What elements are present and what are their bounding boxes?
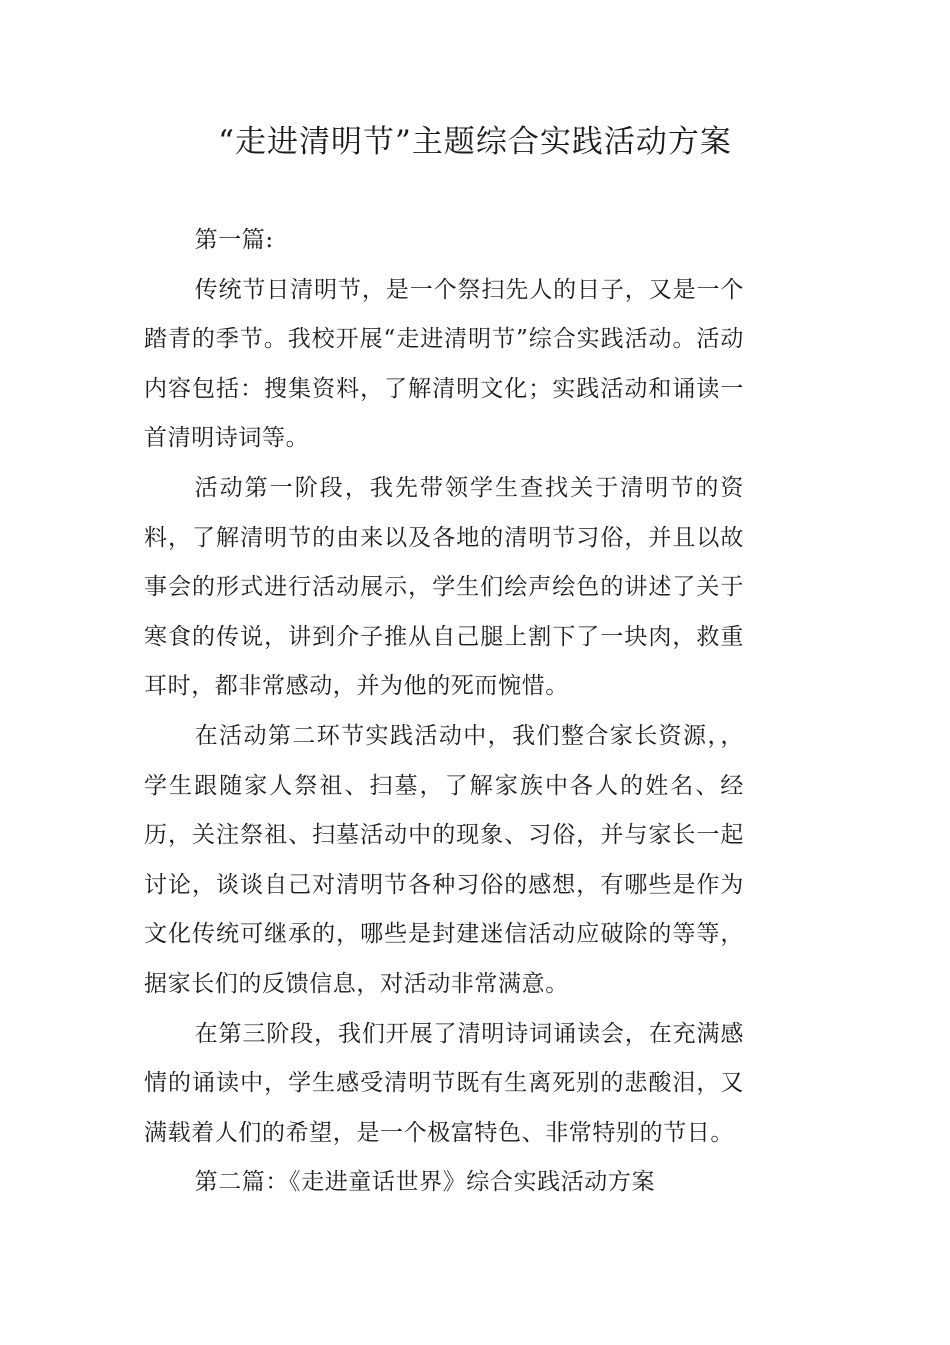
paragraph-intro: 传统节日清明节，是一个祭扫先人的日子，又是一个踏青的季节。我校开展“走进清明节”综合实践活动。活动内容包括：搜集资料，了解清明文化；实践活动和诵读一首清明诗词等。 (144, 276, 744, 452)
paragraph-stage-three: 在第三阶段，我们开展了清明诗词诵读会，在充满感情的诵读中，学生感受清明节既有生离死别的悲酸泪，又满载着人们的希望，是一个极富特色、非常特别的节日。 (144, 1020, 744, 1146)
document-title: “走进清明节”主题综合实践活动方案 (218, 124, 732, 160)
document-body (144, 216, 744, 1208)
paragraph-stage-one: 活动第一阶段，我先带领学生查找关于清明节的资料，了解清明节的由来以及各地的清明节习俗，并且以故事会的形式进行活动展示，学生们绘声绘色的讲述了关于寒食的传说，讲到介子推从自己腿上割下了一块肉，救重耳时，都非常感动，并为他的死而惋惜。 (144, 474, 744, 700)
paragraph-stage-two: 在活动第二环节实践活动中，我们整合家长资源，，学生跟随家人祭祖、扫墓，了解家族中各人的姓名、经历，关注祭祖、扫墓活动中的现象、习俗，并与家长一起讨论，谈谈自己对清明节各种习俗的感想，有哪些是作为文化传统可继承的，哪些是封建迷信活动应破除的等等，据家长们的反馈信息，对活动非常满意。 (144, 722, 744, 997)
section-heading-second: 第二篇：《走进童话世界》综合实践活动方案 (194, 1169, 656, 1196)
section-heading-first: 第一篇: (194, 227, 274, 253)
